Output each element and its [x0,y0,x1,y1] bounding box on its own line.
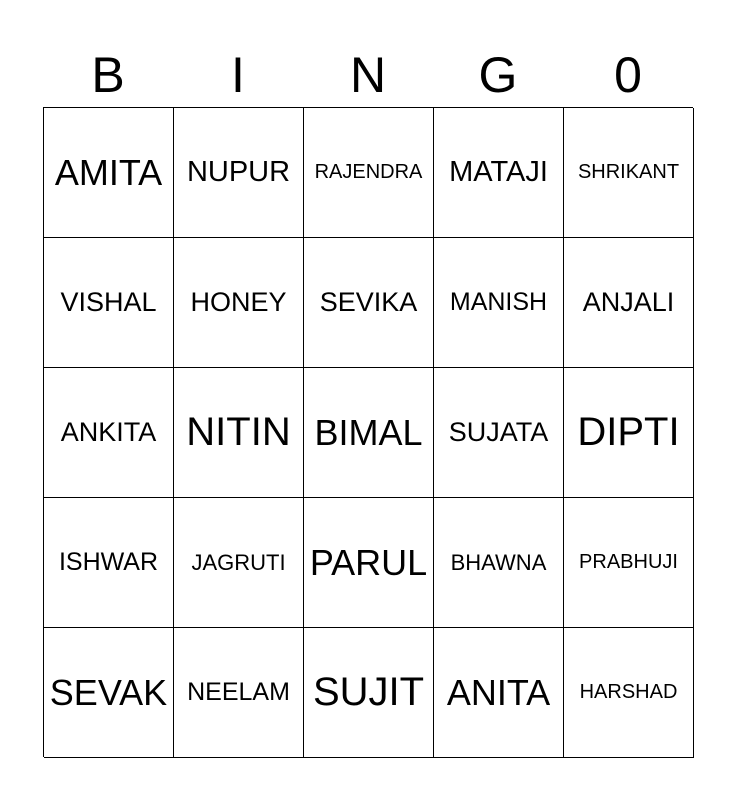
bingo-cell[interactable]: NUPUR [174,108,304,238]
bingo-cell[interactable]: BHAWNA [434,498,564,628]
header-letter-o: 0 [614,47,642,103]
bingo-cell[interactable]: SEVIKA [304,238,434,368]
bingo-cell[interactable]: BIMAL [304,368,434,498]
bingo-cell[interactable]: NEELAM [174,628,304,758]
header-letter-i: I [231,47,245,103]
bingo-cell[interactable]: AMITA [44,108,174,238]
header-letter-n: N [349,47,387,103]
bingo-cell[interactable]: HONEY [174,238,304,368]
header-letter-b: B [91,47,125,103]
bingo-cell[interactable]: ANKITA [44,368,174,498]
bingo-cell[interactable]: ANJALI [564,238,694,368]
bingo-cell[interactable]: MATAJI [434,108,564,238]
bingo-cell[interactable]: SUJIT [304,628,434,758]
bingo-cell[interactable]: ISHWAR [44,498,174,628]
bingo-cell[interactable]: NITIN [174,368,304,498]
bingo-header [43,44,693,106]
bingo-cell[interactable]: SUJATA [434,368,564,498]
bingo-cell[interactable]: SHRIKANT [564,108,694,238]
bingo-cell[interactable]: RAJENDRA [304,108,434,238]
bingo-cell[interactable]: ANITA [434,628,564,758]
bingo-card [43,107,693,757]
bingo-cell[interactable]: HARSHAD [564,628,694,758]
bingo-cell[interactable]: VISHAL [44,238,174,368]
bingo-cell[interactable]: PRABHUJI [564,498,694,628]
header-letter-g: G [478,47,518,103]
bingo-cell[interactable]: MANISH [434,238,564,368]
bingo-cell[interactable]: JAGRUTI [174,498,304,628]
bingo-cell[interactable]: PARUL [304,498,434,628]
bingo-cell[interactable]: SEVAK [44,628,174,758]
bingo-cell[interactable]: DIPTI [564,368,694,498]
